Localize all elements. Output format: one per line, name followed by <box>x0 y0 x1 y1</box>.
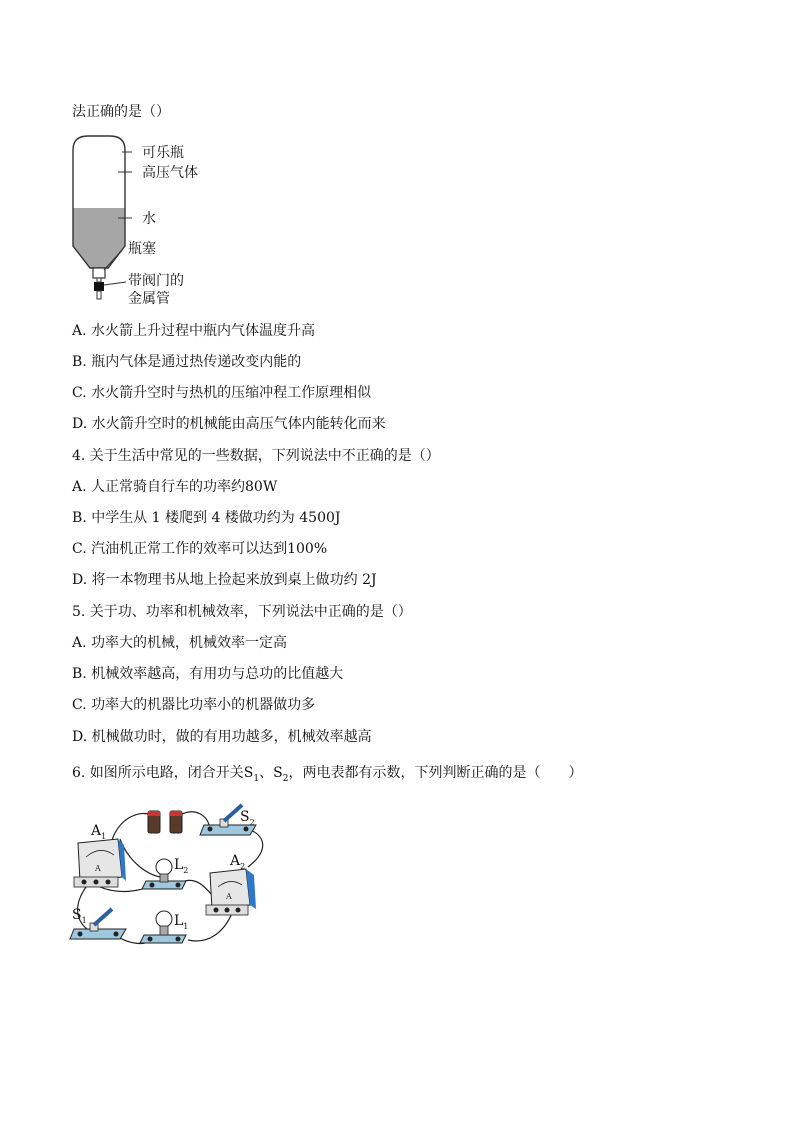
q3-option-c: C. 水火箭升空时与热机的压缩冲程工作原理相似 <box>72 385 372 401</box>
q5-stem: 5. 关于功、功率和机械效率，下列说法中正确的是（） <box>72 604 412 620</box>
q4-option-c: C. 汽油机正常工作的效率可以达到100% <box>72 541 328 557</box>
label-s2: $S_2$ <box>240 809 255 827</box>
label-water: 水 <box>142 211 156 227</box>
q6-stem: 6. 如图所示电路，闭合开关$S_1$、$S_2$，两电表都有示数，下列判断正确的是（ ） <box>72 765 583 784</box>
q4-option-d: D. 将一本物理书从地上捡起来放到桌上做功约 2J <box>72 572 377 588</box>
q5-option-a: A. 功率大的机械，机械效率一定高 <box>72 635 288 651</box>
ammeter-a2-icon <box>206 869 256 915</box>
svg-text:A: A <box>95 864 101 873</box>
label-bottle: 可乐瓶 <box>142 145 184 161</box>
battery-1-icon <box>148 811 160 833</box>
svg-text:A: A <box>226 892 232 901</box>
q4-option-a: A. 人正常骑自行车的功率约80W <box>72 479 278 495</box>
label-gas: 高压气体 <box>142 165 198 181</box>
label-s1: $S_1$ <box>72 907 87 925</box>
q5-option-d: D. 机械做功时，做的有用功越多，机械效率越高 <box>72 729 372 745</box>
label-l1: $L_1$ <box>174 913 189 931</box>
battery-2-icon <box>170 811 182 833</box>
label-tube-line1: 带阀门的 <box>128 273 184 289</box>
circuit-figure <box>60 795 280 960</box>
label-a1: $A_1$ <box>91 823 107 841</box>
label-a2: $A_2$ <box>230 853 246 871</box>
water-rocket-figure <box>60 130 220 310</box>
ammeter-a1-icon <box>74 839 126 887</box>
q5-option-c: C. 功率大的机器比功率小的机器做功多 <box>72 697 316 713</box>
label-stopper: 瓶塞 <box>128 241 156 257</box>
q3-option-b: B. 瓶内气体是通过热传递改变内能的 <box>72 354 302 370</box>
q3-stem: 法正确的是（） <box>72 104 170 120</box>
q3-option-d: D. 水火箭升空时的机械能由高压气体内能转化而来 <box>72 416 386 432</box>
label-l2: $L_2$ <box>174 857 189 875</box>
q4-stem: 4. 关于生活中常见的一些数据，下列说法中不正确的是（） <box>72 448 440 464</box>
q3-option-a: A. 水火箭上升过程中瓶内气体温度升高 <box>72 323 316 339</box>
q4-option-b: B. 中学生从 1 楼爬到 4 楼做功约为 4500J <box>72 510 341 526</box>
q5-option-b: B. 机械效率越高，有用功与总功的比值越大 <box>72 666 344 682</box>
label-tube-line2: 金属管 <box>128 291 170 307</box>
